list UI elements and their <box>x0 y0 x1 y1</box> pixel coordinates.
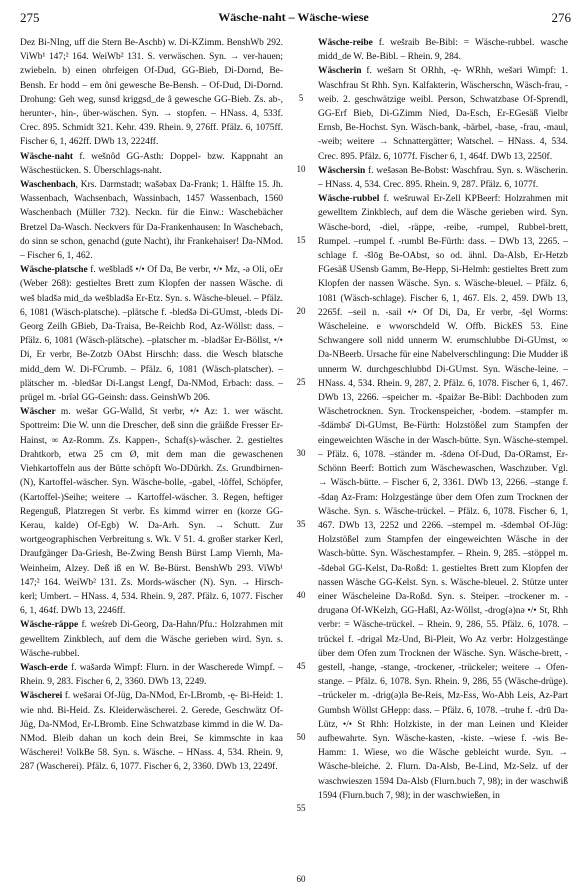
entry-headword: Wäscher <box>20 407 56 418</box>
dictionary-entry <box>20 661 283 689</box>
line-number: 10 <box>296 163 306 174</box>
entry-headword: Wäsche-naht <box>20 151 73 162</box>
dictionary-entry <box>20 689 283 774</box>
line-number: 30 <box>296 447 306 458</box>
line-number: 40 <box>296 589 306 600</box>
entry-text: m. wešər GG-Walld, St verbr, •/• Az: 1. wer wäscht. Spottreim: Die W. unn die Drescher, deß sinn die gräißde Fresser Er-Hainst, ∞ Az-Romm. Zs. Kappen-, Schaf(s)-wäscher. 2. gestieltes Drahtkorb, etwa 25 cm Ø, mit dem man die gewaschenen Viehkartoffeln aus der Bütte schöpft Wo-DDürkh. Zs. Grundbirnen- (N), Kartoffel-wäscher. Syn. Wäsche-bolle, -gabel, -löffel, Schöpfer, (Kartoffel-)Seihe; weitere → Kartoffel-wäscher. 3. Regen, heftiger Regenguß, Platzregen St verbr. Es kimmd wirrer en (korze GG-Kerau, kalde) Of-Egb) W. Da-Arh. Syn. → Schutt. Zur wortgeographischen Verbreitung s. Wk. V 51. 4. großer starker Kerl, Draufgänger Da-Griesh, Be-Zwing Bensh Bürst Lamp Viernh, Ma-Weinheim, Alzey. Deß iß en W. Be-Bürst. BenshWb 293. ViWb¹ 147;² 164. WeiWb² 131. Zs. Mords-wäscher (N). Syn. → Hirsch-kerl; Umbert. – HNass. 4, 534. Rhein. 9, 287. Pfälz. 6, 1077. Fischer 6, 1, 464f. DWb 13, 2246ff. <box>20 407 283 617</box>
entry-text: Dez Bi-NIng, uff die Stern Be-Aschb) w. Di-KZimm. BenshWb 292. ViWb¹ 147;² 164. WeiWb² 131. S. verwäschen. Syn. → ver-hauen; zwiebeln. b) einen ohrfeigen Of-Dud, GG-Bieb, Di-Dornd, Be-Bensh. Er hodd – em ôni gewesche Be-Bensh. – Of-Dud, Di-Dornd. Drohung: Geh weg, sunsd kriggsd_de â gewesche GG-Bieb. Zs. ab-, herunter-, hin-, über-wäschen. Syn. → stopfen. – HNass. 4, 533f. Crec. 895. Schmidt 321. Kehr. 439. Rhein. 9, 276ff. Pfälz. 6, 1075ff. Fischer 6, 1, 462ff. DWb 13, 2224ff. <box>20 38 283 148</box>
entry-text: f. wešbladš •/• Of Da, Be verbr, •/• Mz, -ə Oli, oEr (Weber 268): gestieltes Brett zum Klopfen der nassen Wäsche. di weš bladšə mid_də wešbladšə Er-Etz. Syn. s. Wäsche-bleuel. – Pfälz. 6, 1081 (Wäsch-platsche). –plätsche f. -bledšə Di-GUmst, -bleds Di-Georg Zeilh GBieb, Da-Traisa, Be-Reichb Rod, Az-Wöllst: dass. – Pfälz. 6, 1081 (Wäsch-plätsche). –platscher m. -bladšər Er-Böllst, •/• Di, Er verbr, Be-Zotzb OAbst Hirschh: dass. die Wesch blatsche midd_dem W. Di-FCrumb. – Pfälz. 6, 1081 (Wäsch-platscher). –plätscher m. -bledšər Di-Langst Lengf, Da-NMod, Erbach: dass. –prügel m. -brîəl GG-Geinsh: dass. GeinshWb 206. <box>20 265 283 404</box>
left-column <box>20 36 283 872</box>
entry-text: f. weśreb Di-Georg, Da-Hahn/Pfu.: Holzrahmen mit gewelltem Zinkblech, auf dem die Wäsche gerieben wird. Syn. s. Wäsche-rubbel. <box>20 620 283 659</box>
dictionary-entry <box>20 178 283 263</box>
page-number-left: 275 <box>20 10 40 25</box>
entry-headword: Wasch-erde <box>20 662 68 673</box>
entry-text: f. wešraib Be-Bibl: = Wäsche-rubbel. wasche midd_de W. Be-Bibl. – Rhein. 9, 284. <box>318 38 568 63</box>
entry-text: f. wašərdə Wimpf: Flurn. in der Wascherede Wimpf. – Rhein. 9, 283. Fischer 6, 2, 3360. DWb 13, 2249. <box>20 662 283 688</box>
dictionary-entry <box>318 164 568 192</box>
entry-headword: Wäsche-reibe <box>318 38 373 48</box>
running-title: Wäsche-naht – Wäsche-wiese <box>218 10 369 24</box>
entry-headword: Waschenbach <box>20 180 76 191</box>
entry-headword: Wäsche-rubbel <box>318 194 380 205</box>
line-number: 15 <box>296 234 306 245</box>
line-number: 5 <box>298 92 304 103</box>
line-number: 50 <box>296 731 306 742</box>
entry-headword: Wäscherin <box>318 66 362 77</box>
dictionary-entry <box>318 36 568 64</box>
entry-text: f. wešəsən Be-Bobst: Waschfrau. Syn. s. Wäscherin. – HNass. 4, 534. Crec. 895. Rhein. 9, 287. Pfälz. 6, 1077f. <box>318 165 568 191</box>
entry-text: f. wešərai Of-Jüg, Da-NMod, Er-LBromb, -ę- Bi-Heid: 1. wie nhd. Bi-Heid. Zs. Kleiderwäscherei. 2. Gerede, Geschwätz Of-Jüg, Da-NMod, Er-LBromb. Eine Schwatzbase kimmd in die W. Da-NMod. Bleib dahan un koch dein Brei, Se kimmschte in kaa Wäscherei! VolkBe 58. Syn. s. Wäsche. – HNass. 4, 534. Rhein. 9, 287 (Wascherei). Pfälz. 6, 1077. Fischer 6, 2, 3360. DWb 13, 2249f. <box>20 691 283 773</box>
entry-text: f. wešruwəl Er-Zell KPBeerf: Holzrahmen mit gewelltem Zinkblech, auf dem die Wäsche gerieben wird. Syn. Wäsche-bord, -diel, -räppe, -reibe, -rumpel, Rubbel-brett, Rumpel. –rumpel f. -rumbl Be-Fürth: dass. – DWb 13, 2265. –schlage f. -šlōg Be-OAbst, so od. ähnl. Da-Alsb, Er-Hetzb FGesäß USensb Gamm, Be-Hepp, Si-Helmh: gestieltes Brett zum Klopfen der nassen Wäsche. Syn. s. Wäsche-bleuel. – Pfälz. 6, 1081 (Wäsch-schlage). Fischer 6, 1, 467. Els. 2, 459. DWb 13, 2265f. –seil n. -sail •/• Of Di, Da, Er verbr, -šęl Worms: Wäscheleine. e wworschdeld W. Offb. BickES 53. Eine Schwangere soll nidd unnerm W. erumschlubbe Di-GUmst, ∞ Da-NBeerb. Ursache für eine Nabelverschlingung: Die Mudder iß unnerm W. durchgeschlubbd Di-GUmst. Syn. Wäsche-leine. – HNass. 4, 534. Rhein. 9, 287, 2. Pfälz. 6, 1078. Fischer 6, 1, 467. DWb 13, 2266. –speicher m. -špaižər Be-Bibl: Dachboden zum Wäschetrocknen. Syn. Trockenspeicher, -bodem. –stampfer m. -šdämbə̌ Di-GUmst, Be-Fürth: Holzstößel zum Stampfen der eingeweichten Wäsche in der Wasch-bütte. Syn. Wäsche-stempel. – Pfälz. 6, 1078. –ständer m. -šdenə Of-Dud, Da-ORamst, Er-Schönn Beerf: Bottich zum Wäschewaschen, Waschzuber. Vgl. → Wäsch-bütte. – Fischer 6, 2, 3361. DWb 13, 2266. –stange f. -šdaŋ Az-Fram: Holzgestänge über dem Ofen zum Trocknen der Wäsche. Syn. s. Wäsche-trückel. – Pfälz. 6, 1078. Fischer 6, 1, 467. DWb 13, 2252 und 2266. –stempel m. -šdembəl Of-Jüg: Holzstößel zum Stampfen der eingeweichten Wäsche in der Wasch-bütte. Syn. Wäschestampfer. – Rhein. 9, 285. –stöppel m. -šdebəl GG-Kelst, Da-Roßd: 1. gestieltes Brett zum Klopfen der nassen Wäsche GG-Kelst. Syn. s. Wäsche-bleuel. 2. Stütze unter einer Wäscheleine Da-Roßd. Syn. s. Steiper. –trockener m. -drugənə Of-WKelzh, GG-Haßl, Az-Wöllst, -drog(ə)nə •/• St, Rhh verbr: = Wäsche-trückel. – Rhein. 9, 286, 55. Pfälz. 6, 1078. –trückel f. -drigəl Mz-Und, Bi-Pleit, Wo Az verbr: Holzgestänge über dem Ofen zum Trocknen der Wäsche. Syn. Wäsche-brett, -gestell, -hange, -stange, -trockener, -trückeler; weitere → Ofen-stange. – Pfälz. 6, 1078. Syn. Rhein. 9, 286, 55 (Wäsche-drüge). –trückeler m. -driɡ(ə)lə Be-Reis, Mz-Ess, Wo-Abh Leis, Az-Part Gumbsh Wöllst GHepp: dass. – Pfälz. 6, 1078. –truhe f. -drū Da-Lütz, •/• St Rhh: Holzkiste, in der man Leinen und Kleider aufbewahrte. Syn. Wäsche-kasten, -kiste. –wiese f. -wis Be-Hamm: 1. Wiese, wo die Wäsche gebleicht wurde. Syn. → Wäsche-bleiche. 2. Flurn. Da-Alsb, Be-Lind, Mz-Selz. uf der waschwieszen 1594 Da-Alsb (Flurn.buch 7, 98); in der waschwiß 1594 (Flurn.buch 7, 98); in der waschwießen, in <box>318 194 568 801</box>
page-header <box>0 10 587 28</box>
entry-headword: Wäscherei <box>20 691 63 702</box>
dictionary-entry <box>20 150 283 178</box>
dictionary-entry <box>20 36 283 150</box>
line-number: 35 <box>296 518 306 529</box>
dictionary-entry <box>20 618 283 661</box>
entry-headword: Wäschersin <box>318 165 366 176</box>
entry-headword: Wäsche-platsche <box>20 265 88 276</box>
line-number: 55 <box>296 802 306 813</box>
entry-text: f. wešərn St ORhh, -ę- WRhh, wešəri Wimpf: 1. Waschfrau St Rhh. Syn. Kalfakterin, Wäscherschn, Wäsch-frau, -weib. 2. geschwätzige weibl. Person, Schwatzbase Of-Sprendl, GG-Erf Bieb, Di-GZimm Nied, Da-Esch, Er-EGesäß Vielbr Ernsb, Be-Hochst. Syn. Wäsch-bank, -bärbel, -base, -frau, -maul, -weib; weitere → Schnattergätter; Watschel. – HNass. 4, 534. Crec. 895. Pfälz. 6, 1077f. Fischer 6, 1, 464f. DWb 13, 2250f. <box>318 66 568 162</box>
dictionary-entry <box>318 64 568 163</box>
entry-text: , Krs. Darmstadt; wašəbax Da-Frank; 1. Hälfte 15. Jh. Wassenbach, Wachsenbach, Wassinbach, 1457 Wassenbach, 1560 Waschenbach (Müller 732). Neckn. für die Einw.: Waschebächer Bretzel Da-Wasch. Neckvers für Da-Frankenhausen: In Waschebach, do sinn se schon, genachd (gute Nacht), ihr Frankehaiser! Da-NMod. – Fischer 6, 1, 462. <box>20 180 283 262</box>
entry-headword: Wäsche-räppe <box>20 620 79 631</box>
line-number: 20 <box>296 305 306 316</box>
line-number: 45 <box>296 660 306 671</box>
entry-text: f. wešnôd GG-Asth: Doppel- bzw. Kappnaht an Wäschestücken. S. Überschlags-naht. <box>20 151 283 176</box>
line-number: 25 <box>296 376 306 387</box>
right-column <box>318 36 568 872</box>
dictionary-entry <box>20 405 283 618</box>
dictionary-entry <box>20 263 283 405</box>
line-number: 60 <box>296 873 306 884</box>
dictionary-entry <box>318 192 568 803</box>
page-number-right: 276 <box>551 10 571 25</box>
